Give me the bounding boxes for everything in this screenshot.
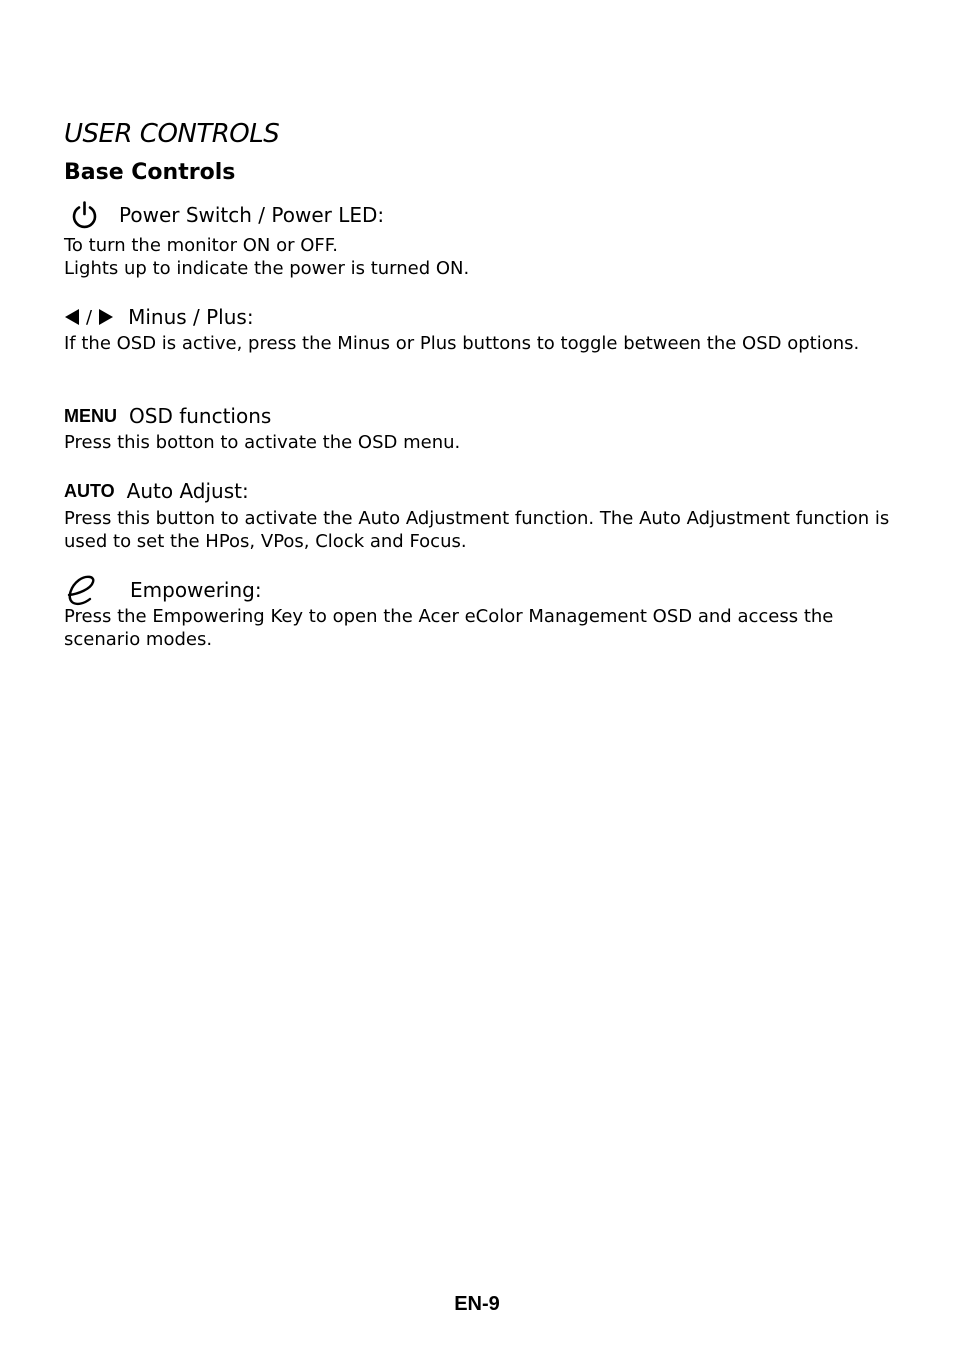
page-title: USER CONTROLS: [64, 119, 280, 149]
menu-item-description: Press this botton to activate the OSD menu.: [64, 432, 461, 453]
empowering-item-description: Press the Empowering Key to open the Acer eColor Management OSD and access the scenario modes.: [64, 606, 834, 650]
empowering-item-heading: [64, 572, 262, 608]
power-item-title: Power Switch / Power LED:: [119, 203, 385, 227]
minus-plus-arrows-icon: [64, 307, 114, 328]
power-item-heading: [64, 200, 384, 230]
minus-plus-item-heading: [64, 302, 254, 332]
minus-plus-item-description: If the OSD is active, press the Minus or Plus buttons to toggle between the OSD options.: [64, 333, 860, 354]
menu-key-label: MENU: [64, 405, 117, 426]
power-icon: [70, 200, 99, 230]
auto-item-title: Auto Adjust:: [126, 479, 249, 503]
auto-item-heading: [64, 476, 249, 506]
arrow-separator: /: [86, 306, 93, 328]
empowering-item-title: Empowering:: [130, 578, 262, 602]
left-arrow-icon: [64, 308, 80, 326]
auto-key-label: AUTO: [64, 480, 115, 501]
right-arrow-icon: [98, 308, 114, 326]
power-item-line: Lights up to indicate the power is turned ON.: [64, 258, 470, 279]
minus-plus-item-title: Minus / Plus:: [128, 305, 254, 329]
empowering-e-icon: [64, 573, 100, 607]
page-number: EN-9: [454, 1293, 500, 1315]
power-item-description: [64, 234, 894, 280]
power-item-line: To turn the monitor ON or OFF.: [64, 235, 338, 256]
auto-item-description: Press this button to activate the Auto Adjustment function. The Auto Adjustment function is used to set the HPos, VPos, Clock and Focus.: [64, 508, 890, 552]
menu-item-heading: [64, 401, 271, 431]
menu-item-title: OSD functions: [129, 404, 272, 428]
section-heading: Base Controls: [64, 160, 236, 185]
